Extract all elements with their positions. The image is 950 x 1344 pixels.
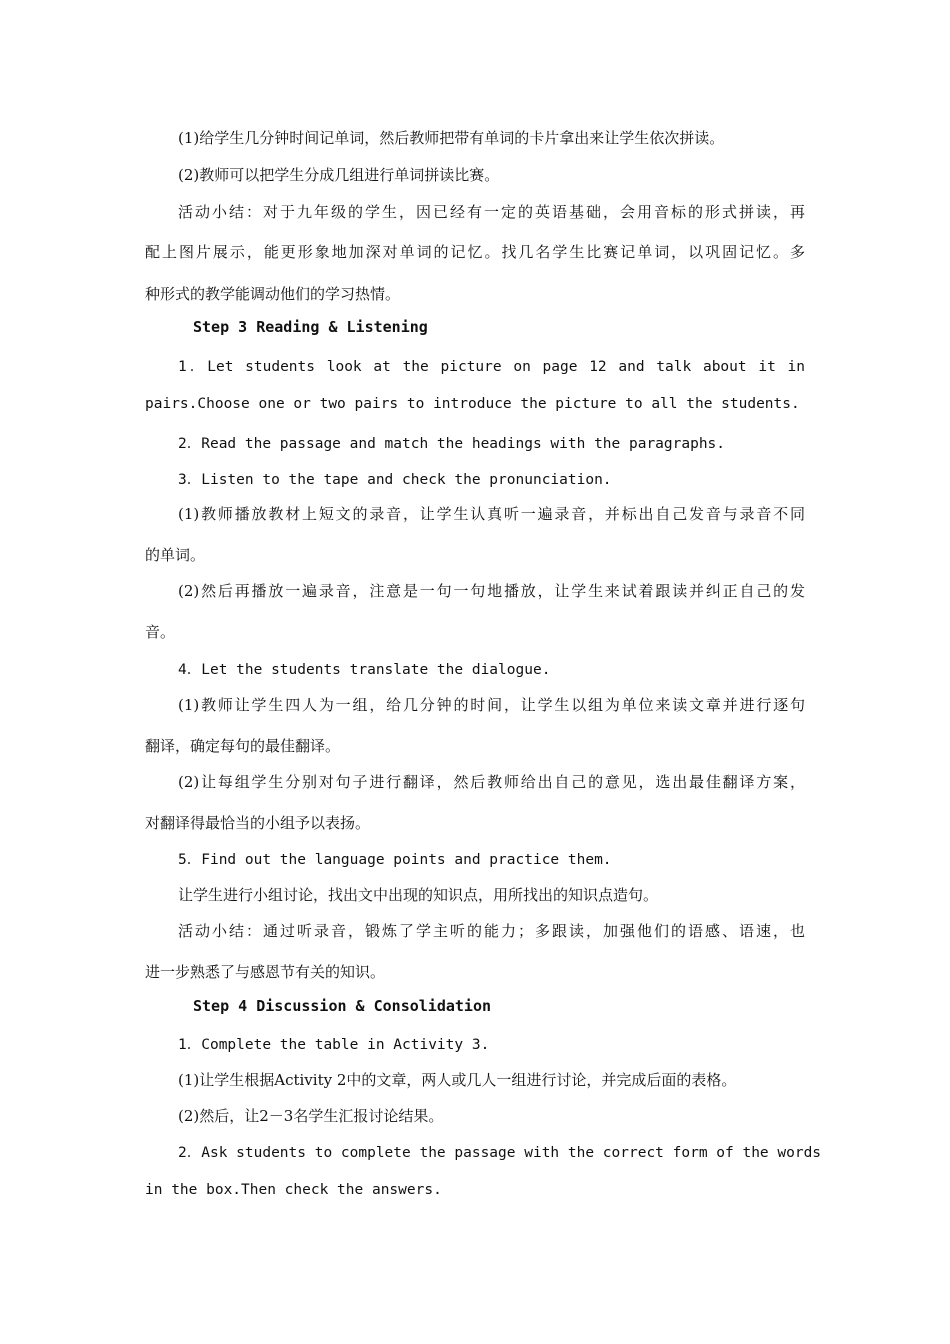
paragraph: 活动小结：对于九年级的学生，因已经有一定的英语基础，会用音标的形式拼读，再 bbox=[178, 203, 805, 221]
section-heading: Step 4 Discussion & Consolidation bbox=[193, 997, 492, 1015]
paragraph: (1)教师让学生四人为一组，给几分钟的时间，让学生以组为单位来读文章并进行逐句 bbox=[178, 696, 805, 714]
paragraph: 让学生进行小组讨论，找出文中出现的知识点，用所找出的知识点造句。 bbox=[178, 886, 659, 904]
paragraph: (2)然后，让2－3名学生汇报讨论结果。 bbox=[178, 1107, 444, 1125]
paragraph: 3．Listen to the tape and check the pronunciation. bbox=[178, 472, 612, 488]
paragraph: (1)教师播放教材上短文的录音，让学生认真听一遍录音，并标出自己发音与录音不同 bbox=[178, 505, 805, 523]
paragraph: (2)然后再播放一遍录音，注意是一句一句地播放，让学生来试着跟读并纠正自己的发 bbox=[178, 582, 805, 600]
paragraph: pairs.Choose one or two pairs to introduce the picture to all the students. bbox=[145, 396, 800, 412]
paragraph: 配上图片展示，能更形象地加深对单词的记忆。找几名学生比赛记单词，以巩固记忆。多 bbox=[145, 243, 805, 261]
paragraph: 种形式的教学能调动他们的学习热情。 bbox=[145, 285, 401, 303]
paragraph: 进一步熟悉了与感恩节有关的知识。 bbox=[145, 963, 386, 981]
paragraph: (1)让学生根据Activity 2中的文章，两人或几人一组进行讨论，并完成后面的表格。 bbox=[178, 1071, 737, 1089]
paragraph: (2)让每组学生分别对句子进行翻译，然后教师给出自己的意见，选出最佳翻译方案， bbox=[178, 773, 805, 791]
paragraph: 的单词。 bbox=[145, 546, 206, 564]
paragraph: 2．Read the passage and match the headings with the paragraphs. bbox=[178, 436, 726, 452]
paragraph: 2．Ask students to complete the passage with the correct form of the words bbox=[178, 1145, 822, 1161]
paragraph: 1．Let students look at the picture on page 12 and talk about it in bbox=[178, 359, 805, 375]
paragraph: 4．Let the students translate the dialogue. bbox=[178, 662, 551, 678]
paragraph: in the box.Then check the answers. bbox=[145, 1182, 442, 1198]
paragraph: 翻译，确定每句的最佳翻译。 bbox=[145, 737, 341, 755]
paragraph: 活动小结：通过听录音，锻炼了学主听的能力；多跟读，加强他们的语感、语速，也 bbox=[178, 922, 805, 940]
section-heading: Step 3 Reading & Listening bbox=[193, 318, 428, 336]
paragraph: 1．Complete the table in Activity 3. bbox=[178, 1037, 490, 1053]
paragraph: 5．Find out the language points and practice them. bbox=[178, 852, 612, 868]
paragraph: (2)教师可以把学生分成几组进行单词拼读比赛。 bbox=[178, 166, 500, 184]
paragraph: 对翻译得最恰当的小组予以表扬。 bbox=[145, 814, 371, 832]
paragraph: (1)给学生几分钟时间记单词，然后教师把带有单词的卡片拿出来让学生依次拼读。 bbox=[178, 129, 725, 147]
paragraph: 音。 bbox=[145, 623, 176, 641]
